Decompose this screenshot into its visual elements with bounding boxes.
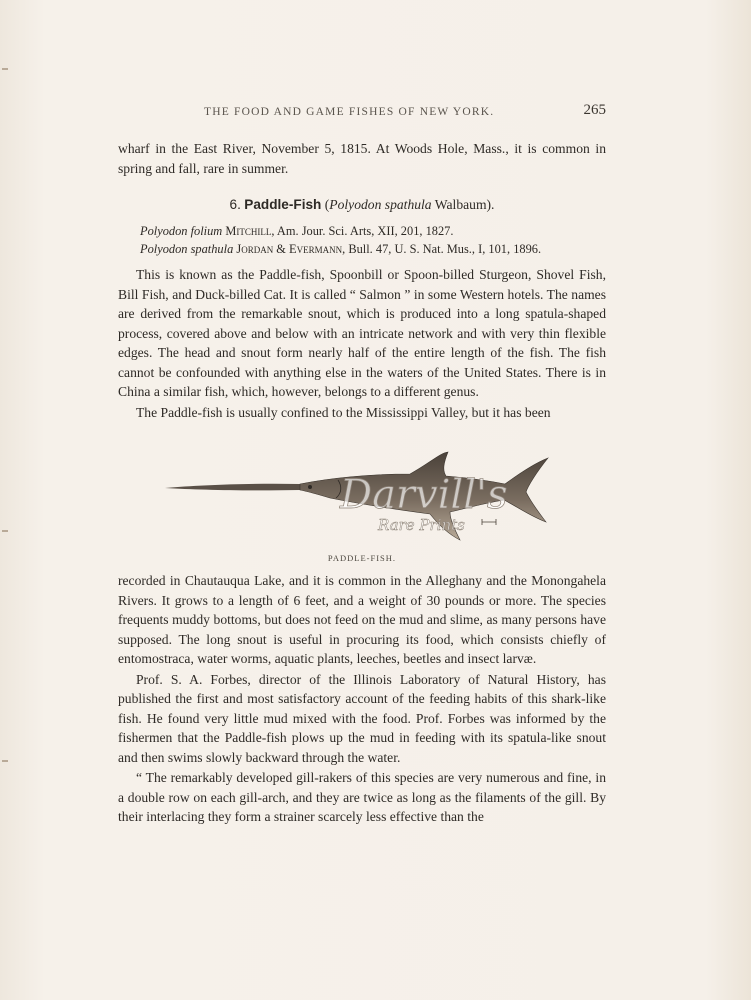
body-paragraph: Prof. S. A. Forbes, director of the Illinois Laboratory of Natural History, has published the first and most satisfactory account of the feeding habits of this shark-like fish. He found very little mud mixed with the food. Prof. Forbes was informed by the fishermen that the Paddle-fish plows up the mud in feeding with its spatula-like snout and then swims slowly backward through the water. [118,671,606,765]
fish-snout [165,484,310,491]
synonym-species: Polyodon spathula [140,242,234,256]
page-edge-mark [2,68,8,70]
section-common-name: Paddle-Fish [244,197,322,212]
watermark-subtext: Rare Prints [378,516,465,534]
running-title: THE FOOD AND GAME FISHES OF NEW YORK. [204,106,495,118]
body-text-upper [118,265,606,422]
synonym-reference: Bull. 47, U. S. Nat. Mus., I, 101, 1896. [348,242,542,256]
watermark-text: Darvill's [340,472,508,518]
synonym-species: Polyodon folium [140,224,223,238]
body-paragraph: The Paddle-fish is usually confined to the Mississippi Valley, but it has been [136,404,551,420]
synonym-reference: Am. Jour. Sci. Arts, XII, 201, 1827. [276,224,454,238]
synonym-author: Jordan & Evermann, [236,242,346,256]
synonym-author: Mitchill, [225,224,275,238]
figure-caption: PADDLE-FISH. [327,553,397,563]
body-paragraph: recorded in Chautauqua Lake, and it is common in the Alleghany and the Monongahela Rivers. It grows to a length of 6 feet, and a weight of 30 pounds or more. The species frequents muddy bottoms, but does not feed on the mud and slime, as many persons have supposed. The long snout is useful in procuring its food, which consists chiefly of entomostraca, water worms, aquatic plants, leeches, beetles and insect larvæ. [118,573,606,666]
page-number: 265 [583,102,606,118]
intro-text [118,139,606,178]
synonym-line [140,222,453,240]
section-heading [118,197,606,213]
intro-paragraph: wharf in the East River, November 5, 1815. At Woods Hole, Mass., it is common in spring and fall, rare in summer. [118,141,606,176]
body-paragraph: This is known as the Paddle-fish, Spoonbill or Spoon-billed Sturgeon, Shovel Fish, Bill Fish, and Duck-billed Cat. It is called “ Salmon ” in some Western hotels. The names are derived from the remarkable snout, which is produced into a long spatula-shaped process, covered above and below with an intricate network and with very thin flexible edges. The head and snout form nearly half of the entire length of the fish. The fish cannot be confounded with anything else in the waters of the United States. There is in China a similar fish, which, however, belongs to a different genus. [118,267,606,399]
page-edge-mark [2,760,8,762]
paddle-fish-illustration [160,448,550,548]
body-text-lower [118,571,606,827]
open-paren: ( [324,197,330,212]
fish-eye [308,485,312,489]
synonym-line [140,240,541,258]
body-paragraph: “ The remarkably developed gill-rakers of this species are very numerous and fine, in a double row on each gill-arch, and they are twice as long as the filaments of the gill. By their interlacing they form a strainer scarcely less effective than the [118,770,606,824]
section-author: Walbaum). [434,197,495,212]
page-edge-mark [2,530,8,532]
section-number: 6. [229,197,241,212]
scale-bar [482,519,496,525]
section-scientific-name: Polyodon spathula [329,197,432,212]
